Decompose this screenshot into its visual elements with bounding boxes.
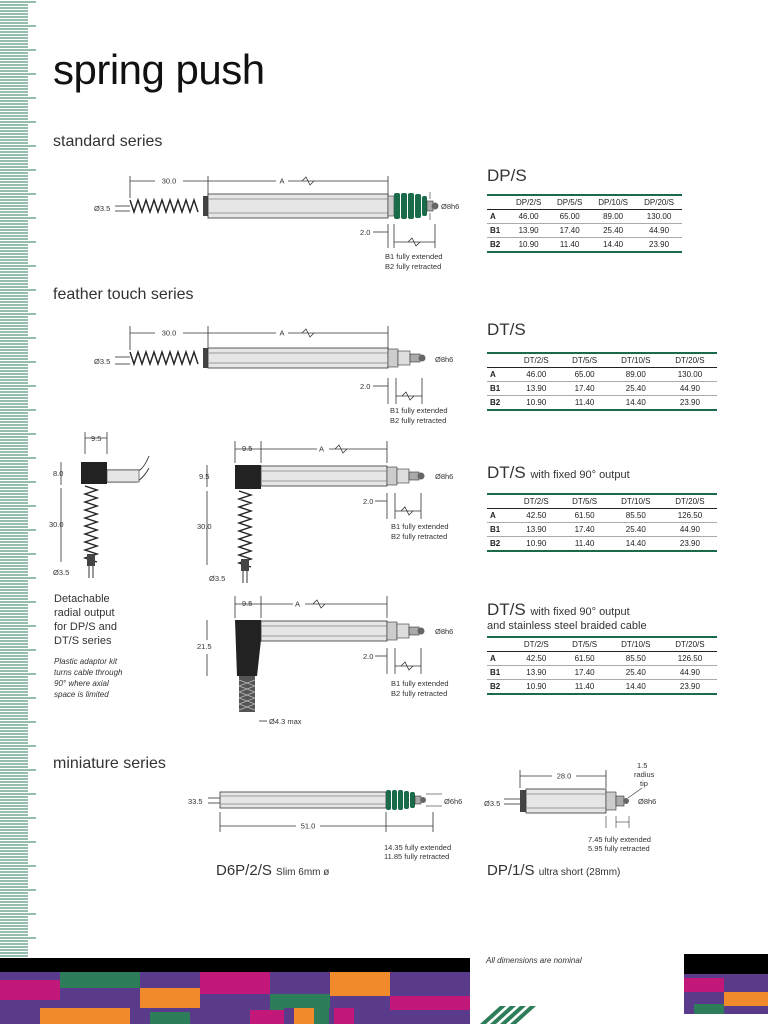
- column-header: DP/20/S: [636, 195, 682, 210]
- dim-9-5-label: 9.5: [242, 599, 253, 608]
- table-cell: 23.90: [636, 238, 682, 253]
- table-cell: 14.40: [609, 680, 663, 695]
- table-row: [487, 224, 682, 238]
- table-cell: 44.90: [663, 523, 717, 537]
- table-row: [487, 238, 682, 253]
- edge-ruler-decoration: [0, 0, 38, 960]
- dp-s-probe-diagram: [90, 168, 470, 278]
- dim-30-label: 30.0: [161, 176, 177, 186]
- table-subtitle: with fixed 90° output: [530, 469, 630, 481]
- note-line: 90° where axial: [54, 679, 109, 688]
- row-label: B1: [487, 224, 508, 238]
- dim-a-label: A: [279, 328, 285, 338]
- dim-30-label: 30.0: [49, 520, 64, 529]
- row-label: B2: [487, 396, 512, 411]
- table-cell: 17.40: [560, 523, 608, 537]
- row-label: B1: [487, 666, 512, 680]
- section-feather-touch-series: feather touch series: [53, 286, 194, 303]
- table-cell: 25.40: [609, 523, 663, 537]
- table-cell: 126.50: [663, 652, 717, 666]
- dim-dia-8h6-label: Ø8h6: [435, 472, 454, 481]
- column-header: DT/2/S: [512, 353, 560, 368]
- tip-label: 1.5: [637, 761, 648, 770]
- row-label: B2: [487, 680, 512, 695]
- table-row: [487, 396, 717, 411]
- table-header-row: [487, 494, 717, 509]
- dim-dia-3-5-label: Ø3.5: [209, 574, 226, 583]
- dim-2-0-label: 2.0: [363, 652, 374, 661]
- d6p-probe-diagram: [180, 778, 470, 863]
- table-cell: 10.90: [508, 238, 549, 253]
- dt-s-90-output-diagram: [195, 437, 475, 587]
- dim-33-5-label: 33.5: [188, 797, 203, 806]
- table-cell: 61.50: [560, 652, 608, 666]
- table-cell: 130.00: [636, 210, 682, 224]
- dp1-probe-diagram: [482, 758, 682, 858]
- table-title: [487, 320, 717, 340]
- table-cell: 44.90: [663, 666, 717, 680]
- section-standard-series: standard series: [53, 133, 163, 150]
- table-cell: 46.00: [508, 210, 549, 224]
- column-header: DP/2/S: [508, 195, 549, 210]
- b1-note: B1 fully extended: [390, 406, 448, 415]
- row-label: B1: [487, 523, 512, 537]
- table-cell: 25.40: [609, 382, 663, 396]
- b2-note: B2 fully retracted: [385, 262, 442, 271]
- dim-9-5-label: 9.5: [199, 472, 210, 481]
- row-label: B2: [487, 238, 508, 253]
- table-row: [487, 680, 717, 695]
- table-row: [487, 210, 682, 224]
- table-cell: 89.00: [590, 210, 636, 224]
- decorative-color-band-left: [0, 958, 470, 1024]
- dim-2-0-label: 2.0: [363, 497, 374, 506]
- dim-dia-3-5-label: Ø3.5: [94, 357, 111, 366]
- table-row: [487, 666, 717, 680]
- table-cell: 10.90: [512, 537, 560, 552]
- table-cell: 42.50: [512, 509, 560, 523]
- table-cell: 42.50: [512, 652, 560, 666]
- dt-s-braided-cable-diagram: [195, 594, 475, 734]
- b2-note: B2 fully retracted: [391, 689, 448, 698]
- radial-output-description: [54, 592, 144, 648]
- decorative-green-stripe: [480, 1000, 540, 1024]
- table-title: [487, 463, 717, 483]
- spec-table-dp-s: [487, 194, 682, 253]
- radial-adaptor-diagram: [45, 430, 165, 580]
- model-subtitle: Slim 6mm ø: [276, 867, 330, 878]
- decorative-color-band-right: [684, 954, 768, 1014]
- table-row: [487, 509, 717, 523]
- dim-2-0-label: 2.0: [360, 228, 371, 237]
- table-title: [487, 600, 717, 620]
- d6p-model-label: [216, 862, 329, 879]
- dim-51-label: 51.0: [300, 821, 316, 831]
- table-cell: 13.90: [508, 224, 549, 238]
- table-row: [487, 382, 717, 396]
- row-label: A: [487, 210, 508, 224]
- table-subtitle: with fixed 90° output: [530, 606, 630, 618]
- column-header: DP/10/S: [590, 195, 636, 210]
- column-header: DT/10/S: [609, 637, 663, 652]
- dim-a-label: A: [319, 444, 325, 454]
- table-cell: 85.50: [609, 509, 663, 523]
- model-subtitle: ultra short (28mm): [538, 867, 621, 878]
- b1-note: B1 fully extended: [385, 252, 443, 261]
- retracted-note: 5.95 fully retracted: [588, 844, 650, 853]
- table-title-text: DP/S: [487, 166, 527, 185]
- column-header: DT/5/S: [560, 637, 608, 652]
- table-cell: 14.40: [609, 396, 663, 411]
- table-cell: 44.90: [663, 382, 717, 396]
- table-cell: 46.00: [512, 368, 560, 382]
- table-cell: 10.90: [512, 680, 560, 695]
- table-cell: 11.40: [560, 396, 608, 411]
- table-block-dt-s-braided: [487, 600, 717, 695]
- spec-table-dt-s-braided: [487, 636, 717, 695]
- table-header-row: [487, 637, 717, 652]
- extended-note: 7.45 fully extended: [588, 835, 651, 844]
- dp1-model-label: [487, 862, 620, 879]
- table-cell: 85.50: [609, 652, 663, 666]
- row-label: A: [487, 368, 512, 382]
- column-header: DT/10/S: [609, 353, 663, 368]
- column-header: DT/2/S: [512, 494, 560, 509]
- b1-note: B1 fully extended: [391, 679, 449, 688]
- dim-dia-3-5-label: Ø3.5: [53, 568, 70, 577]
- table-cell: 25.40: [590, 224, 636, 238]
- dim-dia-4-3-label: Ø4.3 max: [269, 717, 302, 726]
- dim-dia-8h6-label: Ø8h6: [638, 797, 657, 806]
- table-cell: 65.00: [549, 210, 590, 224]
- table-block-dp-s: [487, 166, 682, 253]
- tip-label: radius: [634, 770, 655, 779]
- note-line: turns cable through: [54, 668, 123, 677]
- model-name: DP/1/S: [487, 862, 535, 879]
- adaptor-kit-note: [54, 656, 154, 700]
- table-cell: 13.90: [512, 523, 560, 537]
- dim-28-label: 28.0: [556, 771, 572, 781]
- dim-30-label: 30.0: [197, 522, 212, 531]
- b2-note: B2 fully retracted: [391, 532, 448, 541]
- table-cell: 65.00: [560, 368, 608, 382]
- table-block-dt-s-90: [487, 463, 717, 552]
- table-header-row: [487, 195, 682, 210]
- note-line: Plastic adaptor kit: [54, 657, 118, 666]
- table-cell: 13.90: [512, 382, 560, 396]
- table-cell: 14.40: [590, 238, 636, 253]
- table-title-text: DT/S: [487, 463, 526, 482]
- table-row: [487, 537, 717, 552]
- table-title-text: DT/S: [487, 600, 526, 619]
- table-cell: 14.40: [609, 537, 663, 552]
- description-line: DT/S series: [54, 635, 112, 647]
- dim-8-0-label: 8.0: [53, 469, 64, 478]
- column-header: [487, 494, 512, 509]
- column-header: [487, 637, 512, 652]
- dim-dia-8h6-label: Ø8h6: [435, 355, 454, 364]
- model-name: D6P/2/S: [216, 862, 272, 879]
- table-cell: 25.40: [609, 666, 663, 680]
- column-header: DT/10/S: [609, 494, 663, 509]
- table-row: [487, 368, 717, 382]
- column-header: DT/20/S: [663, 494, 717, 509]
- row-label: B1: [487, 382, 512, 396]
- column-header: DT/20/S: [663, 637, 717, 652]
- extended-note: 14.35 fully extended: [384, 843, 452, 852]
- column-header: DT/2/S: [512, 637, 560, 652]
- row-label: B2: [487, 537, 512, 552]
- description-line: Detachable: [54, 593, 110, 605]
- table-cell: 23.90: [663, 396, 717, 411]
- description-line: radial output: [54, 607, 115, 619]
- table-cell: 23.90: [663, 537, 717, 552]
- section-miniature-series: miniature series: [53, 755, 166, 772]
- spec-table-dt-s-90: [487, 493, 717, 552]
- description-line: for DP/S and: [54, 621, 117, 633]
- column-header: DP/5/S: [549, 195, 590, 210]
- table-cell: 11.40: [560, 680, 608, 695]
- table-block-dt-s: [487, 320, 717, 411]
- table-cell: 13.90: [512, 666, 560, 680]
- dim-dia-8h6-label: Ø8h6: [435, 627, 454, 636]
- column-header: [487, 353, 512, 368]
- b2-note: B2 fully retracted: [390, 416, 447, 425]
- table-row: [487, 523, 717, 537]
- table-title: [487, 166, 682, 186]
- table-cell: 17.40: [560, 382, 608, 396]
- decorative-color-band-bottom: [284, 1008, 364, 1024]
- table-cell: 17.40: [549, 224, 590, 238]
- dim-9-5-label: 9.5: [91, 434, 102, 443]
- table-cell: 11.40: [560, 537, 608, 552]
- page-title: spring push: [53, 46, 265, 93]
- dim-30-label: 30.0: [161, 328, 177, 338]
- dim-2-0-label: 2.0: [360, 382, 371, 391]
- table-cell: 61.50: [560, 509, 608, 523]
- dim-dia-3-5-label: Ø3.5: [484, 799, 501, 808]
- table-subtitle-2: and stainless steel braided cable: [487, 620, 647, 632]
- table-cell: 23.90: [663, 680, 717, 695]
- dimensions-note: All dimensions are nominal: [486, 956, 582, 965]
- row-label: A: [487, 509, 512, 523]
- dim-a-label: A: [279, 176, 285, 186]
- table-cell: 130.00: [663, 368, 717, 382]
- note-line: space is limited: [54, 690, 109, 699]
- dim-dia-3-5-label: Ø3.5: [94, 204, 111, 213]
- dim-dia-6h6-label: Ø6h6: [444, 797, 463, 806]
- table-header-row: [487, 353, 717, 368]
- retracted-note: 11.85 fully retracted: [384, 852, 450, 861]
- table-row: [487, 652, 717, 666]
- table-cell: 89.00: [609, 368, 663, 382]
- table-cell: 44.90: [636, 224, 682, 238]
- column-header: DT/5/S: [560, 494, 608, 509]
- dim-9-5-label: 9.5: [242, 444, 253, 453]
- column-header: [487, 195, 508, 210]
- dim-a-label: A: [295, 599, 301, 609]
- column-header: DT/5/S: [560, 353, 608, 368]
- spec-table-dt-s: [487, 352, 717, 411]
- dt-s-probe-diagram: [90, 320, 470, 430]
- table-cell: 11.40: [549, 238, 590, 253]
- table-cell: 17.40: [560, 666, 608, 680]
- dim-dia-8h6-label: Ø8h6: [441, 202, 460, 211]
- table-cell: 126.50: [663, 509, 717, 523]
- table-title-text: DT/S: [487, 320, 526, 339]
- column-header: DT/20/S: [663, 353, 717, 368]
- b1-note: B1 fully extended: [391, 522, 449, 531]
- row-label: A: [487, 652, 512, 666]
- tip-label: tip: [640, 779, 648, 788]
- table-cell: 10.90: [512, 396, 560, 411]
- dim-21-5-label: 21.5: [197, 642, 212, 651]
